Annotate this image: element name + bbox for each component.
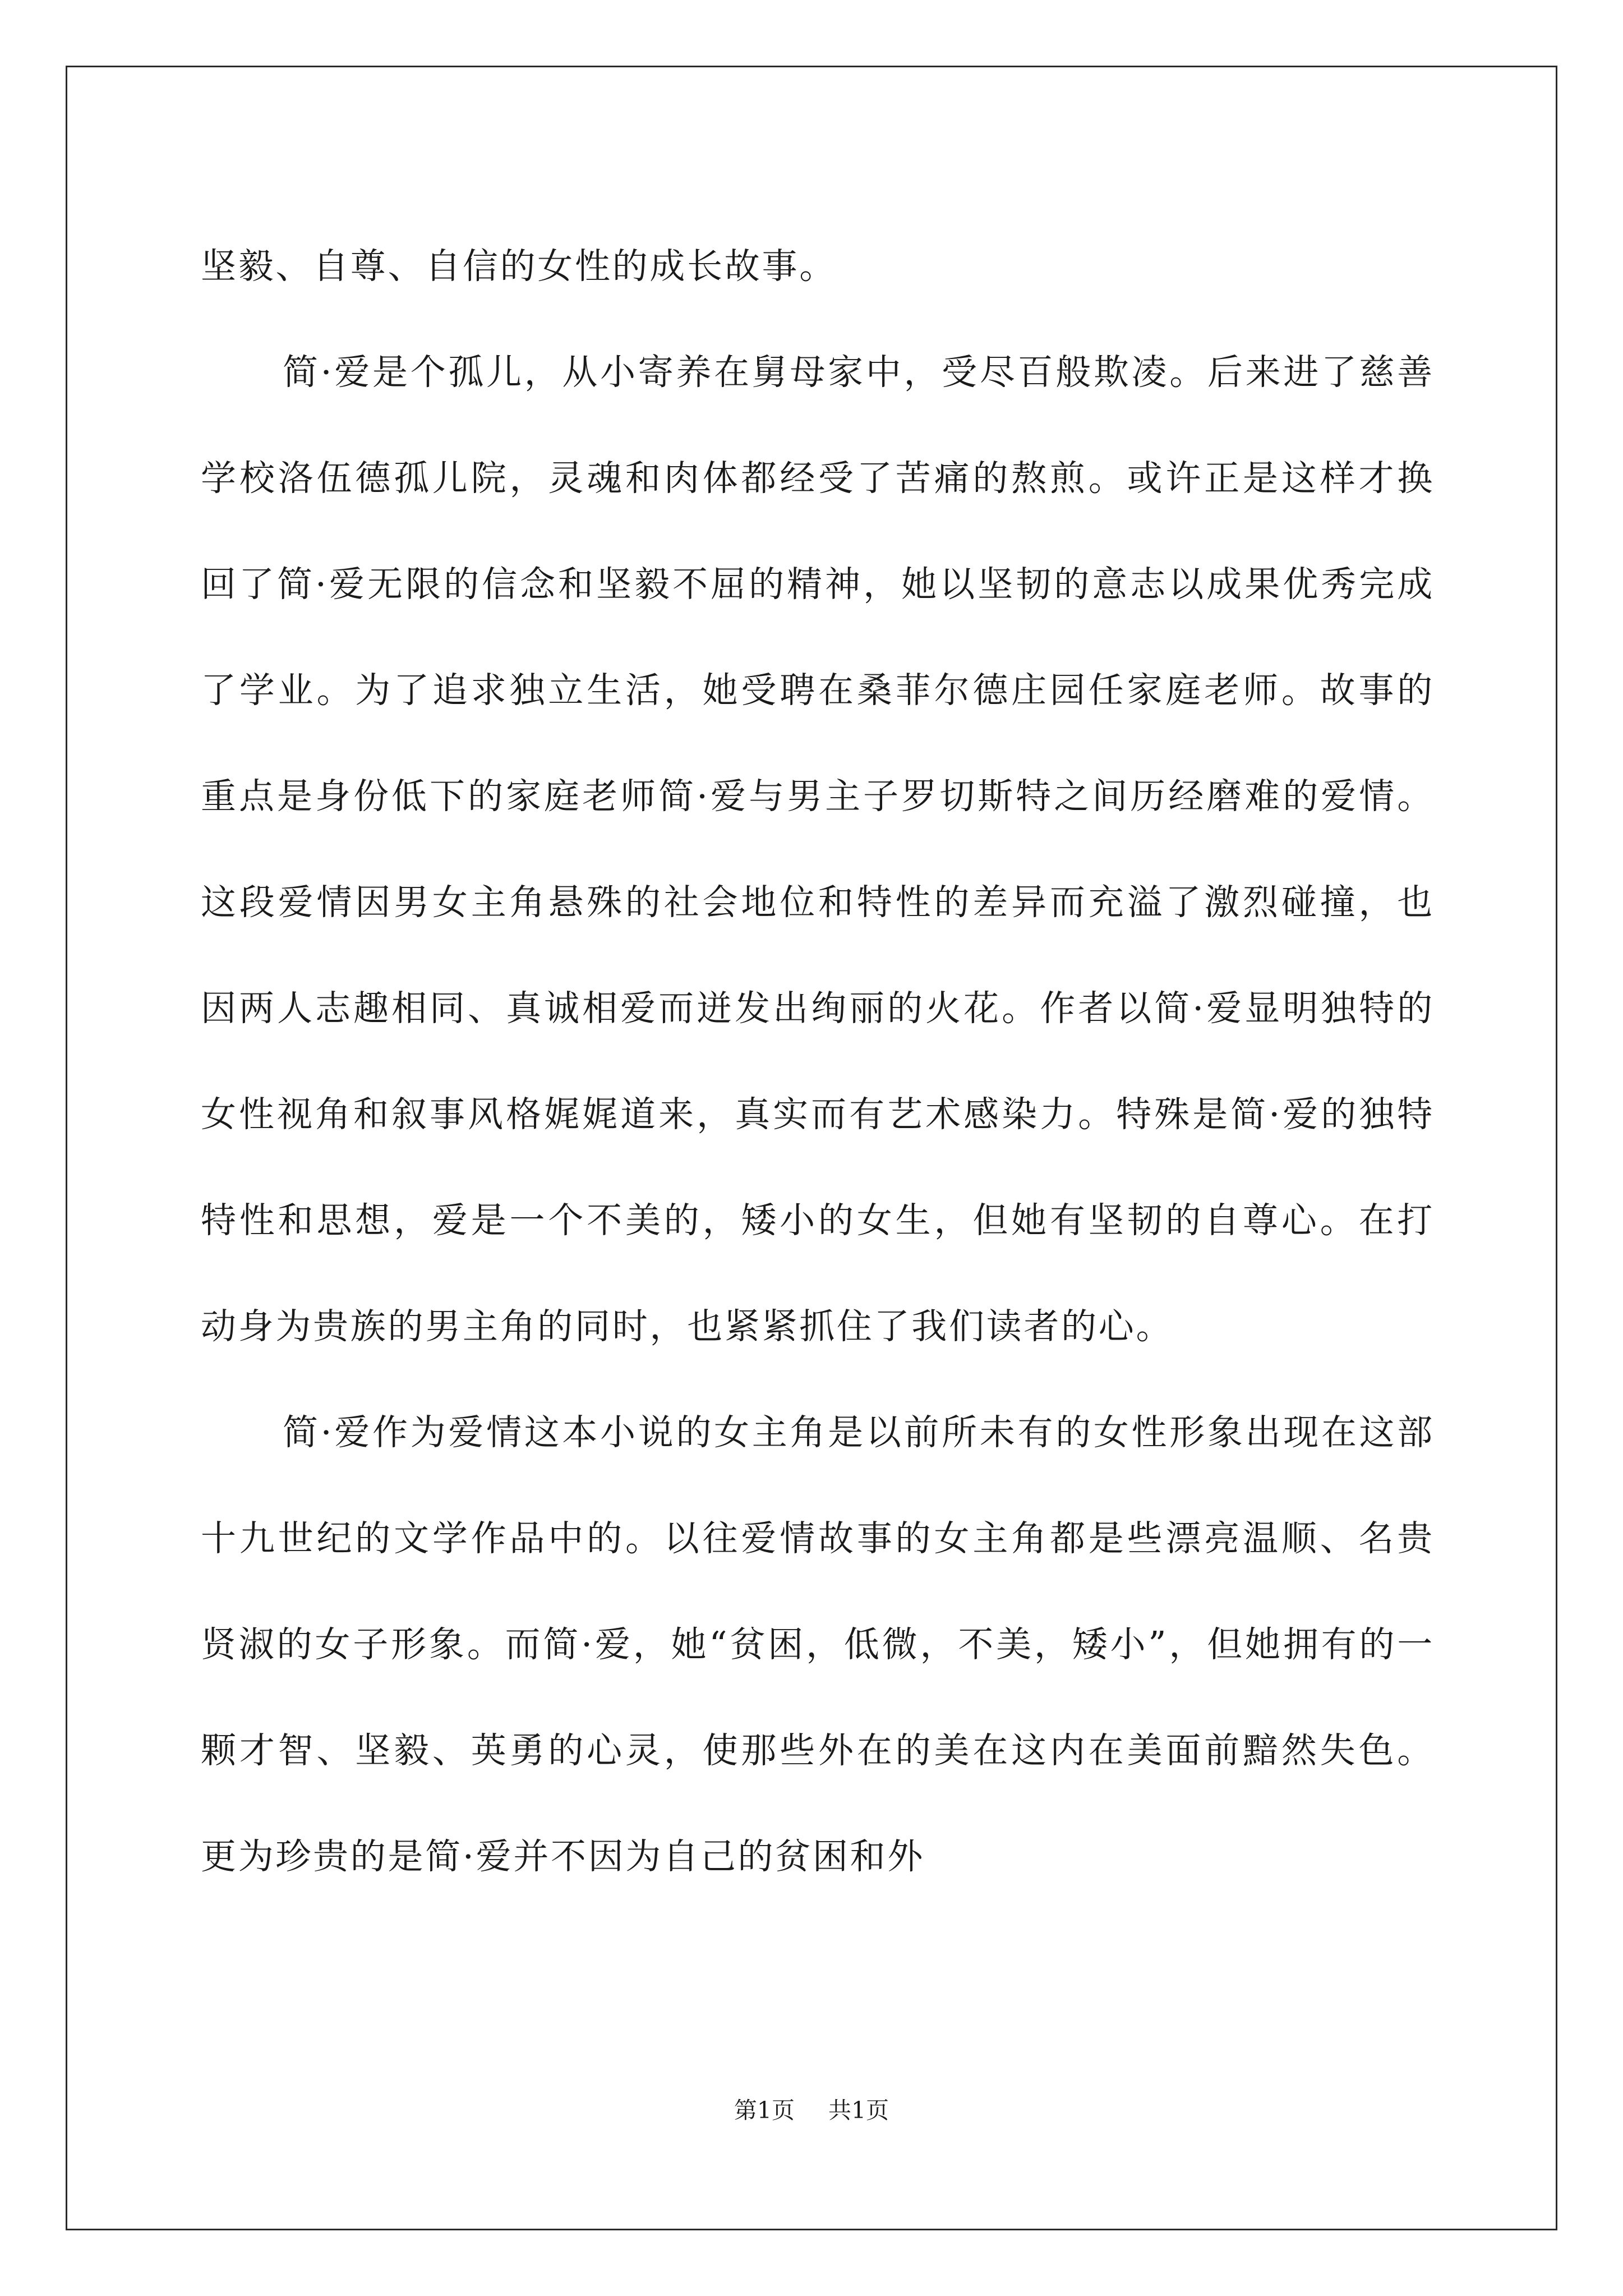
paragraph-3: 简·爱作为爱情这本小说的女主角是以前所未有的女性形象出现在这部十九世纪的文学作品中的。以往爱情故事的女主角都是些漂亮温顺、名贵贤淑的女子形象。而简·爱，她“贫困，低微，不美，矮小”，但她拥有的一颗才智、坚毅、英勇的心灵，使那些外在的美在这内在美面前黯然失色。更为珍贵的是简·爱并不因为自己的贫困和外 bbox=[201, 1412, 1435, 1877]
page-number-current: 第1页 bbox=[734, 2097, 795, 2124]
paragraph-1: 坚毅、自尊、自信的女性的成长故事。 bbox=[201, 246, 837, 287]
page-footer bbox=[0, 2093, 1623, 2127]
page-number-total: 共1页 bbox=[828, 2097, 889, 2124]
paragraph-2: 简·爱是个孤儿，从小寄养在舅母家中，受尽百般欺凌。后来进了慈善学校洛伍德孤儿院，灵魂和肉体都经受了苦痛的熬煎。或许正是这样才换回了简·爱无限的信念和坚毅不屈的精神，她以坚韧的意志以成果优秀完成了学业。为了追求独立生活，她受聘在桑菲尔德庄园任家庭老师。故事的重点是身份低下的家庭老师简·爱与男主子罗切斯特之间历经磨难的爱情。这段爱情因男女主角悬殊的社会地位和特性的差异而充溢了激烈碰撞，也因两人志趣相同、真诚相爱而迸发出绚丽的火花。作者以简·爱显明独特的女性视角和叙事风格娓娓道来，真实而有艺术感染力。特殊是简·爱的独特特性和思想，爱是一个不美的，矮小的女生，但她有坚韧的自尊心。在打动身为贵族的男主角的同时，也紧紧抓住了我们读者的心。 bbox=[201, 352, 1435, 1347]
document-body bbox=[201, 213, 1435, 1910]
